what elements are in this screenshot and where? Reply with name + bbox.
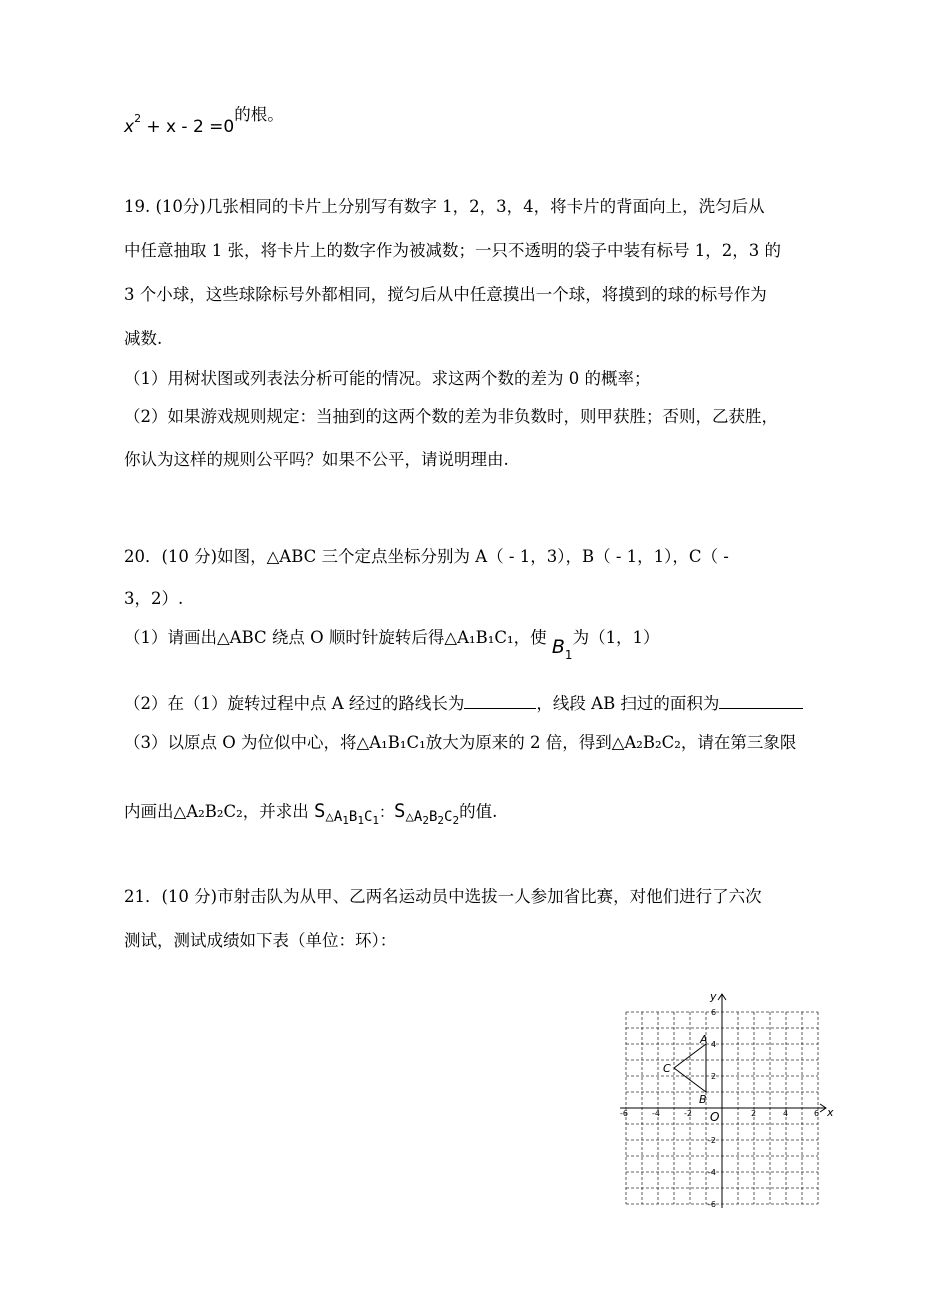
tick-y-neg2: -2	[708, 1136, 716, 1145]
answer-blank-path-length[interactable]	[464, 692, 536, 709]
q20-part1-text: （1）请画出△ABC 绕点 O 顺时针旋转后得△A₁B₁C₁，使	[124, 628, 547, 647]
ratio-colon: ：	[379, 803, 395, 821]
equation-rest: + x - 2 =0	[146, 117, 235, 137]
point-b-label: B	[699, 1093, 707, 1106]
ratio-sub-2b: 2	[437, 814, 445, 827]
ratio-sub-1a: 1	[342, 814, 349, 827]
q20-part3b	[124, 800, 497, 825]
q19-part2b: 你认为这样的规则公平吗？如果不公平，请说明理由.	[124, 450, 509, 469]
tick-x-neg6: -6	[620, 1109, 628, 1118]
axis-x-label: x	[827, 1106, 834, 1119]
q20-line2: 3，2）.	[124, 589, 184, 608]
ratio-b2: B	[428, 809, 438, 825]
q19-line4: 减数.	[124, 329, 163, 348]
ratio-tri1: △A	[325, 809, 343, 825]
q20-part2	[124, 692, 803, 715]
q18-equation-line	[124, 105, 284, 140]
tick-y-2: 2	[711, 1072, 717, 1081]
tick-x-6: 6	[814, 1109, 820, 1118]
point-a-label: A	[700, 1033, 708, 1046]
q21-line2: 测试，测试成绩如下表（单位：环）：	[124, 931, 397, 950]
q20-part3b-text: 内画出△A₂B₂C₂，并求出	[124, 802, 309, 821]
q20-part3: （3）以原点 O 为位似中心，将△A₁B₁C₁放大为原来的 2 倍，得到△A₂B₂C₂，请在第三象限	[124, 733, 797, 752]
q19-line1: 19. (10分)几张相同的卡片上分别写有数字 1，2，3，4，将卡片的背面向上，洗匀后从	[124, 197, 765, 216]
equation-suffix: 的根。	[234, 105, 284, 124]
q19-part2a: （2）如果游戏规则规定：当抽到的这两个数的差为非负数时，则甲获胜；否则，乙获胜，	[124, 407, 778, 426]
ratio-s1: S	[313, 800, 326, 822]
q19-line2: 中任意抽取 1 张，将卡片上的数字作为被减数；一只不透明的袋子中装有标号 1，2，3 的	[124, 241, 781, 260]
q20-line1: 20．(10 分)如图，△ABC 三个定点坐标分别为 A（ - 1，3），B（ - 1，1），C（ -	[124, 547, 729, 566]
ratio-c1: C	[363, 809, 373, 825]
ratio-sub-1b: 1	[357, 814, 364, 827]
ratio-tri2: △A	[405, 809, 423, 825]
ratio-sub-1c: 1	[372, 814, 380, 827]
axes	[620, 994, 826, 1208]
coordinate-grid-figure	[612, 986, 838, 1210]
equation-exponent: 2	[134, 112, 142, 125]
area-ratio-expression	[313, 800, 460, 827]
q20-part1-post: 为（1，1）	[572, 628, 660, 647]
point-c-label: C	[663, 1062, 671, 1075]
ratio-b1: B	[348, 809, 358, 825]
tick-x-4: 4	[783, 1109, 789, 1118]
tick-x-2: 2	[751, 1109, 757, 1118]
axis-y-label: y	[710, 990, 717, 1003]
q21-line1: 21．(10 分)市射击队为从甲、乙两名运动员中选拔一人参加省比赛，对他们进行了六次	[124, 887, 762, 906]
tick-y-neg4: -4	[708, 1168, 716, 1177]
tick-y-6: 6	[711, 1008, 717, 1017]
ratio-s2: S	[394, 800, 406, 822]
tick-x-neg4: -4	[652, 1109, 660, 1118]
tick-y-4: 4	[711, 1040, 717, 1049]
ratio-c2: C	[444, 809, 453, 825]
q20-part2-text: （2）在（1）旋转过程中点 A 经过的路线长为	[124, 694, 465, 713]
ratio-sub-2a: 2	[422, 814, 429, 827]
ratio-sub-2c: 2	[452, 814, 460, 827]
answer-blank-swept-area[interactable]	[719, 692, 803, 709]
q20-part2-mid: ，线段 AB 扫过的面积为	[536, 694, 720, 713]
q19-line3: 3 个小球，这些球除标号外都相同，搅匀后从中任意摸出一个球，将摸到的球的标号作为	[124, 285, 767, 304]
origin-label: O	[710, 1110, 720, 1124]
q19-part1: （1）用树状图或列表法分析可能的情况。求这两个数的差为 0 的概率；	[124, 369, 651, 388]
equation-x: x	[124, 117, 135, 137]
b1-symbol	[551, 636, 573, 662]
tick-y-neg6: -6	[708, 1200, 716, 1209]
b1-letter: B	[551, 636, 565, 658]
b1-subscript: 1	[564, 648, 573, 662]
tick-x-neg2: -2	[684, 1109, 692, 1118]
q20-part3b-post: 的值.	[459, 802, 498, 821]
q20-part1	[124, 626, 660, 662]
